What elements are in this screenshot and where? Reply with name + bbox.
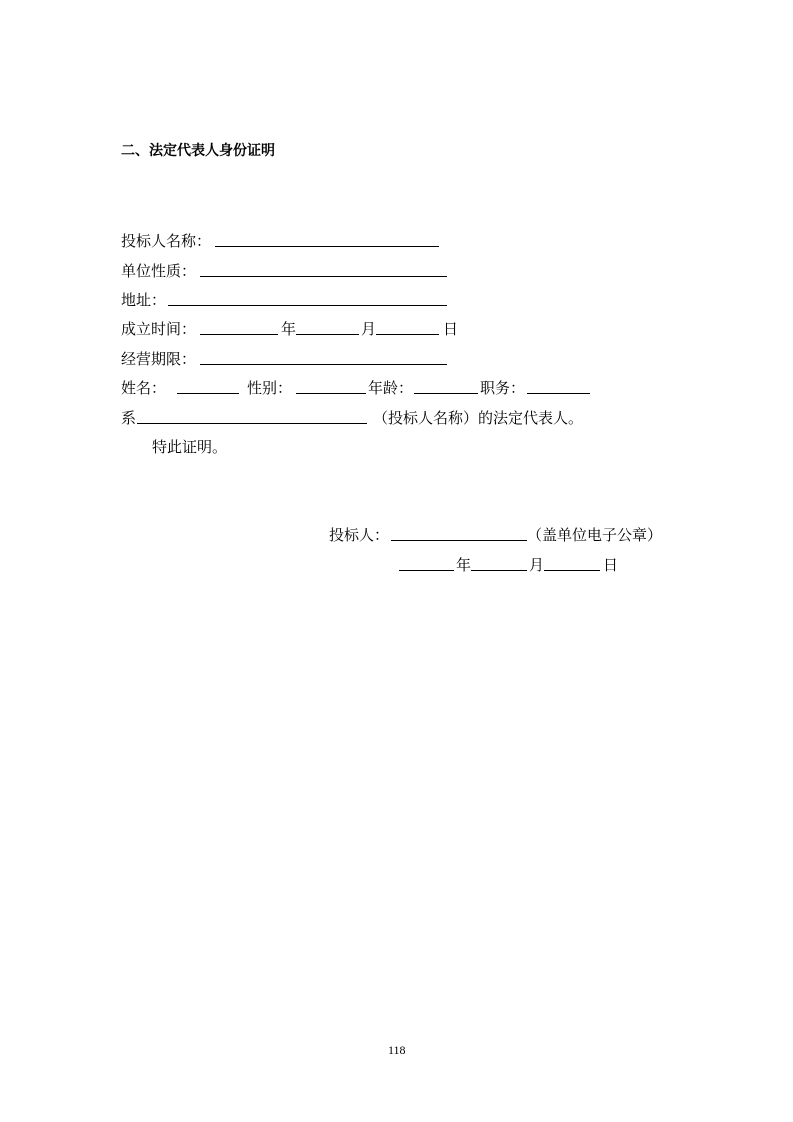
signature-month-field[interactable] <box>471 570 527 571</box>
established-month-label: 月 <box>361 320 377 338</box>
relation-bidder-field[interactable] <box>137 423 367 424</box>
signature-month-label: 月 <box>529 556 545 574</box>
unit-nature-field[interactable] <box>200 276 447 277</box>
established-year-field[interactable] <box>200 334 278 335</box>
section-heading: 二、法定代表人身份证明 <box>121 143 275 159</box>
established-label: 成立时间： <box>121 320 197 338</box>
relation-prefix: 系 <box>121 409 137 427</box>
name-field[interactable] <box>177 393 239 394</box>
signature-day-field[interactable] <box>544 570 600 571</box>
gender-field[interactable] <box>296 393 366 394</box>
operating-period-field[interactable] <box>200 364 447 365</box>
page-number: 118 <box>388 1043 406 1057</box>
signature-year-field[interactable] <box>399 570 454 571</box>
address-label: 地址： <box>121 291 167 309</box>
established-day-label: 日 <box>443 320 459 338</box>
signature-year-label: 年 <box>456 556 472 574</box>
relation-suffix: （投标人名称）的法定代表人。 <box>373 409 584 427</box>
established-day-field[interactable] <box>376 334 439 335</box>
established-year-label: 年 <box>281 320 297 338</box>
signature-bidder-field[interactable] <box>391 540 527 541</box>
established-month-field[interactable] <box>296 334 359 335</box>
unit-nature-label: 单位性质： <box>121 262 197 280</box>
position-label: 职务： <box>480 379 526 397</box>
seal-note: （盖单位电子公章） <box>527 526 663 544</box>
name-label: 姓名： <box>121 379 167 397</box>
age-field[interactable] <box>414 393 478 394</box>
operating-period-label: 经营期限： <box>121 350 197 368</box>
position-field[interactable] <box>527 393 590 394</box>
bidder-name-field[interactable] <box>215 246 439 247</box>
address-field[interactable] <box>168 305 447 306</box>
age-label: 年龄： <box>368 379 414 397</box>
bidder-name-label: 投标人名称： <box>121 232 212 250</box>
certify-text: 特此证明。 <box>152 438 228 456</box>
signature-bidder-label: 投标人： <box>329 526 390 544</box>
signature-day-label: 日 <box>603 556 619 574</box>
gender-label: 性别： <box>247 379 293 397</box>
